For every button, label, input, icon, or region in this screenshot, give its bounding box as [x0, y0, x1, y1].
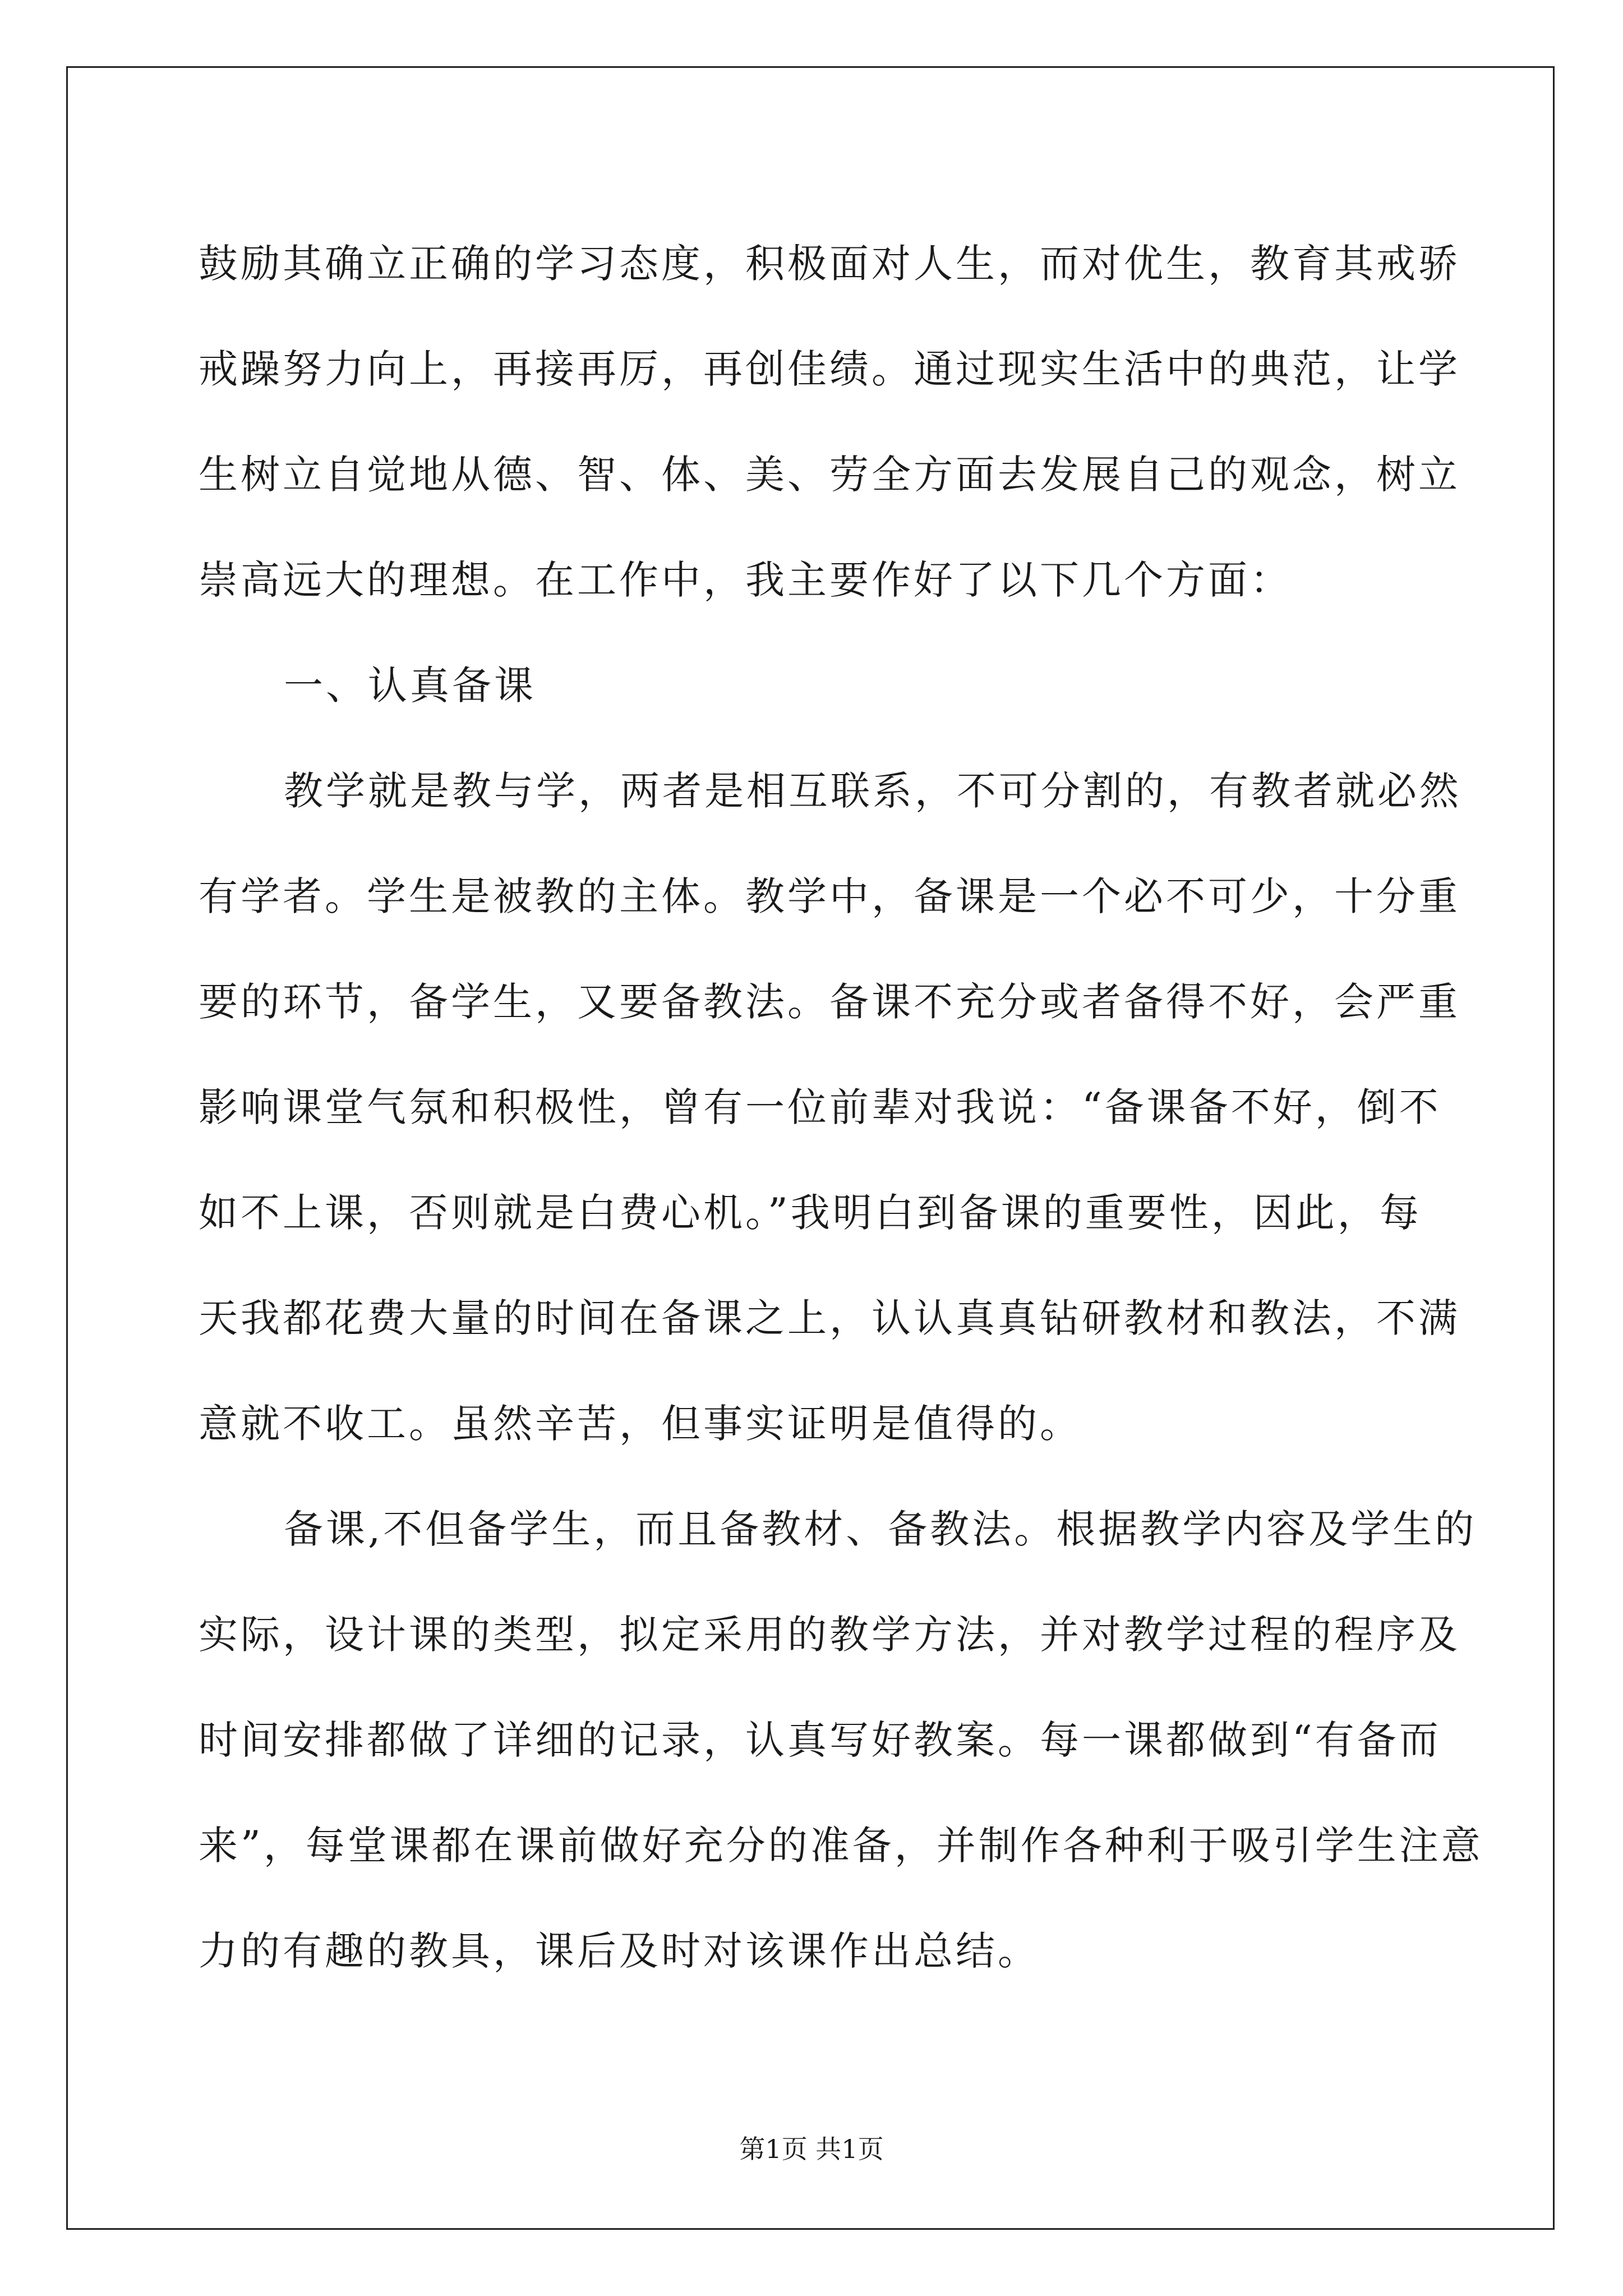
- page-footer: 第1页 共1页: [739, 2134, 884, 2164]
- text-line: 鼓励其确立正确的学习态度，积极面对人生，而对优生，教育其戒骄: [199, 241, 1460, 287]
- text-line: 时间安排都做了详细的记录，认真写好教案。每一课都做到“有备而: [199, 1717, 1441, 1763]
- text-line: 来”，每堂课都在课前做好充分的准备，并制作各种利于吸引学生注意: [199, 1823, 1483, 1869]
- text-line: 教学就是教与学，两者是相互联系，不可分割的，有教者就必然: [284, 768, 1461, 814]
- text-line: 力的有趣的教具，课后及时对该课作出总结。: [199, 1928, 1040, 1974]
- text-line: 戒躁努力向上，再接再厉，再创佳绩。通过现实生活中的典范，让学: [199, 346, 1460, 392]
- text-line: 意就不收工。虽然辛苦，但事实证明是值得的。: [199, 1401, 1082, 1447]
- text-line: 实际，设计课的类型，拟定采用的教学方法，并对教学过程的程序及: [199, 1612, 1460, 1658]
- text-line: 如不上课，否则就是白费心机。”我明白到备课的重要性，因此，每: [199, 1190, 1422, 1236]
- text-line: 生树立自觉地从德、智、体、美、劳全方面去发展自己的观念，树立: [199, 452, 1460, 498]
- text-line: 影响课堂气氛和积极性，曾有一位前辈对我说：“备课备不好，倒不: [199, 1084, 1441, 1130]
- section-heading: 一、认真备课: [284, 662, 536, 708]
- text-line: 有学者。学生是被教的主体。教学中，备课是一个必不可少，十分重: [199, 873, 1460, 919]
- document-body: [199, 211, 1483, 2004]
- text-line: 天我都花费大量的时间在备课之上，认认真真钻研教材和教法，不满: [199, 1295, 1460, 1341]
- text-line: 要的环节，备学生，又要备教法。备课不充分或者备得不好，会严重: [199, 979, 1460, 1025]
- text-line: 崇高远大的理想。在工作中，我主要作好了以下几个方面：: [199, 557, 1292, 603]
- text-line: 备课,不但备学生，而且备教材、备教法。根据教学内容及学生的: [284, 1506, 1477, 1552]
